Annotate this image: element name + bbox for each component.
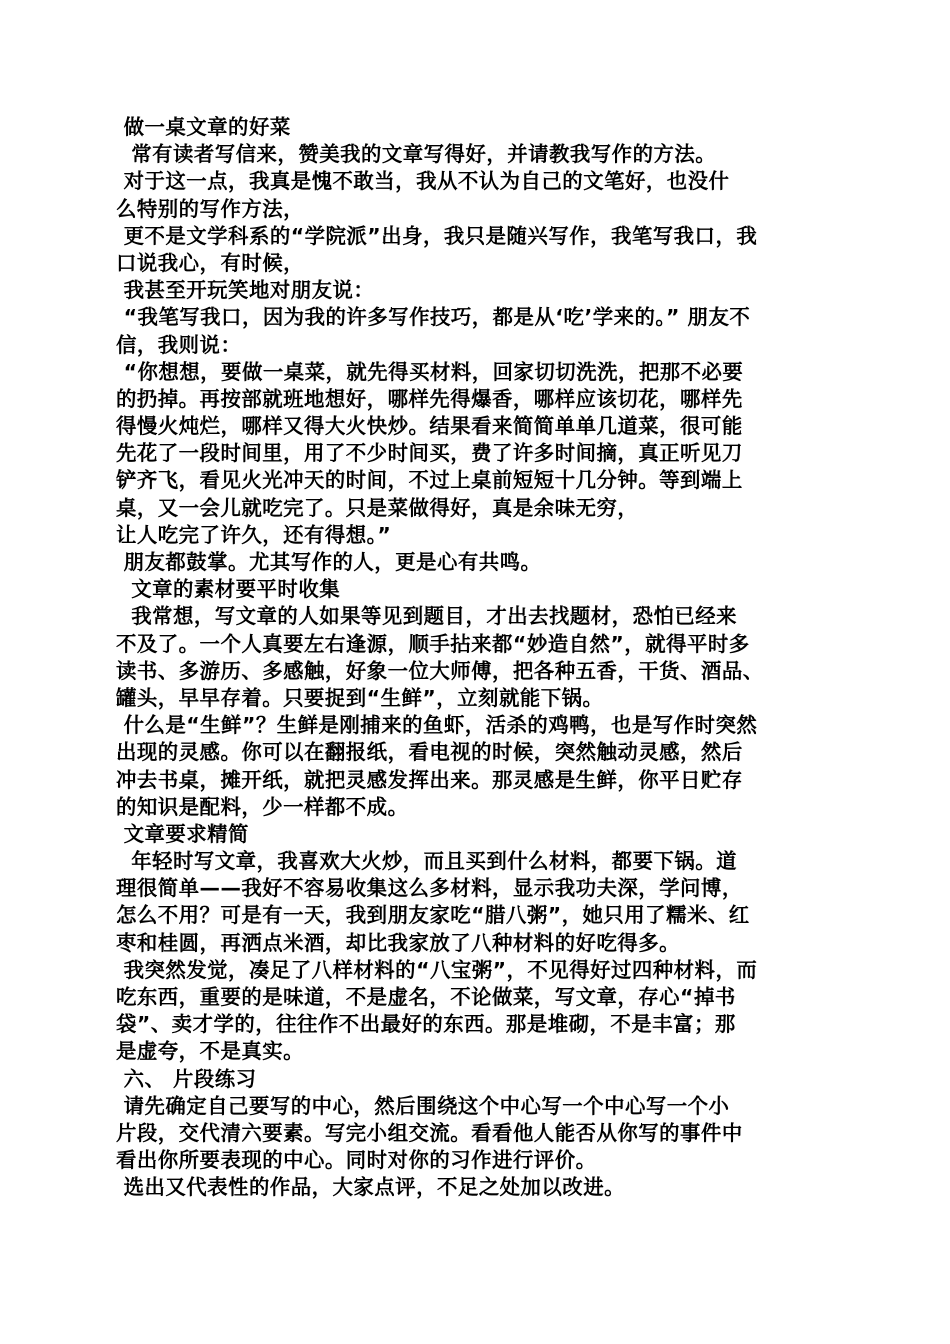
text-line: 么特别的写作方法，	[116, 196, 305, 221]
text-line: 让人吃完了许久，还有得想。”	[116, 522, 392, 547]
text-line: 怎么不用？可是有一天，我到朋友家吃“腊八粥”，她只用了糯米、红	[116, 903, 750, 928]
text-line: 罐头，早早存着。只要捉到“生鲜”，立刻就能下锅。	[116, 685, 604, 710]
text-line: 枣和桂圆，再洒点米酒，却比我家放了八种材料的好吃得多。	[116, 930, 681, 955]
text-line: 文章的素材要平时收集	[116, 577, 341, 602]
text-line: 朋友都鼓掌。尤其写作的人，更是心有共鸣。	[116, 550, 542, 574]
text-line: 读书、多游历、多感触，好象一位大师傅，把各种五香，干货、酒品、	[116, 658, 764, 683]
text-line: 信，我则说：	[116, 332, 242, 357]
text-line: 片段，交代清六要素。写完小组交流。看看他人能否从你写的事件中	[116, 1120, 743, 1145]
text-line: 的知识是配料，少一样都不成。	[116, 794, 409, 819]
text-line: 不及了。一个人真要左右逢源，顺手拈来都“妙造自然”，就得平时多	[116, 631, 750, 656]
text-line: 文章要求精简	[116, 821, 249, 846]
text-line: 口说我心，有时候，	[116, 250, 305, 275]
text-line: 吃东西，重要的是味道，不是虚名，不论做菜，写文章，存心“掉书	[116, 985, 736, 1009]
text-line: 我常想，写文章的人如果等见到题目，才出去找题材，恐怕已经来	[116, 604, 738, 629]
text-line: 更不是文学科系的“学院派”出身，我只是随兴写作，我笔写我口，我	[116, 223, 758, 248]
text-line: 是虚夸，不是真实。	[116, 1039, 305, 1064]
text-line: 桌，又一会儿就吃完了。只是菜做得好，真是余味无穷，	[116, 495, 639, 520]
text-line: 什么是“生鲜”？生鲜是刚捕来的鱼虾，活杀的鸡鸭，也是写作时突然	[116, 713, 758, 738]
text-line: 冲去书桌，摊开纸，就把灵感发挥出来。那灵感是生鲜，你平日贮存	[116, 767, 743, 792]
text-line: “我笔写我口，因为我的许多写作技巧，都是从‘吃’学来的。” 朋友不	[116, 305, 751, 330]
text-line: 铲齐飞，看见火光冲天的时间，不过上桌前短短十几分钟。等到端上	[116, 468, 743, 493]
text-line: 我甚至开玩笑地对朋友说：	[116, 278, 375, 303]
text-line: 我突然发觉，凑足了八样材料的“八宝粥”，不见得好过四种材料，而	[116, 957, 758, 982]
text-line: 年轻时写文章，我喜欢大火炒，而且买到什么材料，都要下锅。道	[116, 849, 738, 874]
text-line: 理很简单——我好不容易收集这么多材料，显示我功夫深，学问博，	[116, 876, 743, 901]
document-page	[116, 114, 856, 1202]
text-line: 得慢火炖烂，哪样又得大火快炒。结果看来简简单单几道菜，很可能	[116, 414, 743, 439]
text-line: 看出你所要表现的中心。同时对你的习作进行评价。	[116, 1148, 597, 1173]
text-line: 袋”、卖才学的，往往作不出最好的东西。那是堆砌，不是丰富；那	[116, 1012, 736, 1037]
text-line: “你想想，要做一桌菜，就先得买材料，回家切切洗洗，把那不必要	[116, 359, 744, 384]
text-line: 常有读者写信来，赞美我的文章写得好，并请教我写作的方法。	[116, 142, 717, 167]
text-line: 六、 片段练习	[116, 1066, 257, 1091]
text-line: 选出又代表性的作品，大家点评，不足之处加以改进。	[116, 1175, 625, 1200]
text-line: 对于这一点，我真是愧不敢当，我从不认为自己的文笔好，也没什	[116, 169, 730, 194]
text-line: 出现的灵感。你可以在翻报纸，看电视的时候，突然触动灵感，然后	[116, 740, 743, 765]
text-line: 先花了一段时间里，用了不少时间买，费了许多时间摘，真正听见刀	[116, 441, 743, 466]
text-line: 请先确定自己要写的中心，然后围绕这个中心写一个中心写一个小	[116, 1093, 730, 1118]
text-line: 做一桌文章的好菜	[116, 115, 291, 139]
text-line: 的扔掉。再按部就班地想好，哪样先得爆香，哪样应该切花，哪样先	[116, 386, 743, 411]
